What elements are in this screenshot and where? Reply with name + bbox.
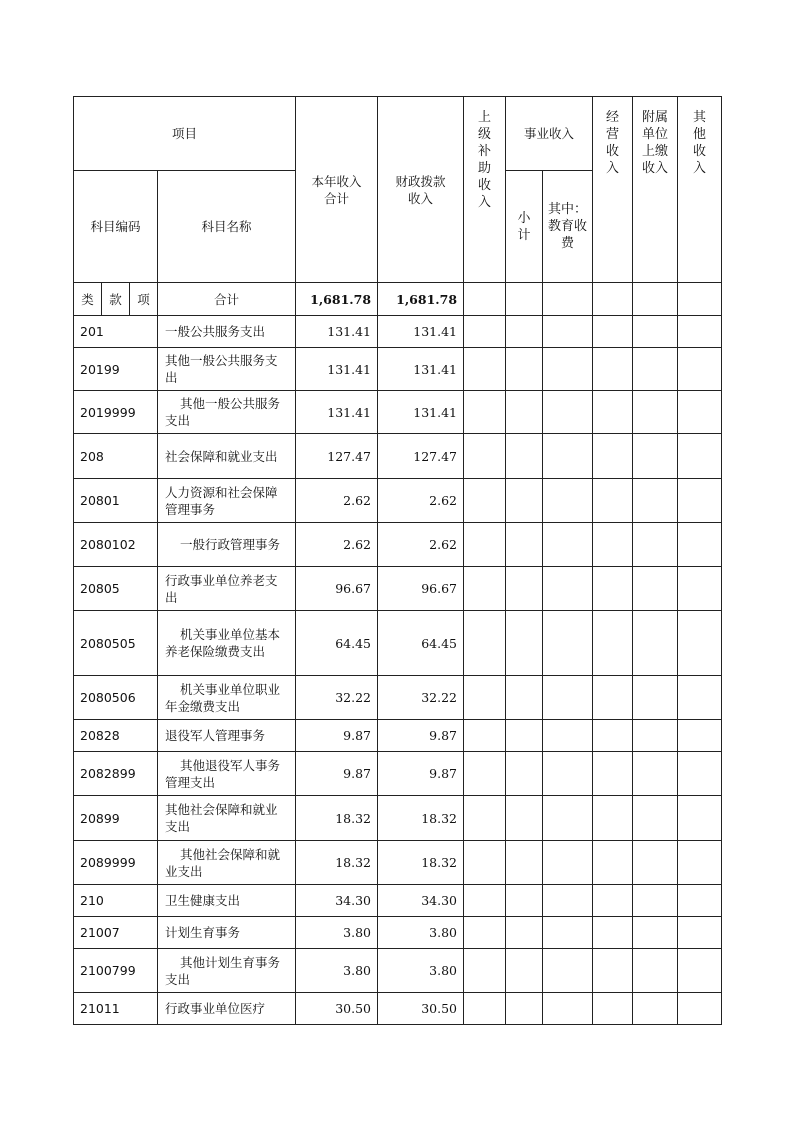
row-code: 21011 xyxy=(74,993,158,1025)
sum-fiscal: 1,681.78 xyxy=(378,283,464,316)
row-fiscal: 3.80 xyxy=(378,949,464,993)
row-name: 社会保障和就业支出 xyxy=(158,434,296,479)
row-code: 210 xyxy=(74,885,158,917)
header-total: 本年收入合计 xyxy=(296,97,378,283)
row-fiscal: 18.32 xyxy=(378,841,464,885)
row-code: 21007 xyxy=(74,917,158,949)
row-name: 其他社会保障和就业支出 xyxy=(158,796,296,841)
row-fiscal: 9.87 xyxy=(378,752,464,796)
row-name: 其他社会保障和就业支出 xyxy=(158,841,296,885)
row-total: 3.80 xyxy=(296,917,378,949)
table-row xyxy=(74,434,722,479)
row-name: 行政事业单位养老支出 xyxy=(158,567,296,611)
budget-table xyxy=(73,96,722,1025)
row-total: 131.41 xyxy=(296,391,378,434)
table-row xyxy=(74,348,722,391)
table-row xyxy=(74,720,722,752)
row-name: 退役军人管理事务 xyxy=(158,720,296,752)
row-total: 3.80 xyxy=(296,949,378,993)
row-code: 20805 xyxy=(74,567,158,611)
row-name: 一般行政管理事务 xyxy=(158,523,296,567)
row-code: 2080505 xyxy=(74,611,158,676)
row-name: 计划生育事务 xyxy=(158,917,296,949)
row-fiscal: 2.62 xyxy=(378,479,464,523)
header-affiliated: 附属单位上缴收入 xyxy=(633,97,678,283)
table-row xyxy=(74,316,722,348)
header-business: 事业收入 xyxy=(506,97,593,171)
row-total: 32.22 xyxy=(296,676,378,720)
row-code: 201 xyxy=(74,316,158,348)
row-code: 2080102 xyxy=(74,523,158,567)
row-total: 30.50 xyxy=(296,993,378,1025)
row-code: 20899 xyxy=(74,796,158,841)
row-fiscal: 3.80 xyxy=(378,917,464,949)
row-name: 其他计划生育事务支出 xyxy=(158,949,296,993)
table-row xyxy=(74,611,722,676)
row-total: 131.41 xyxy=(296,316,378,348)
row-fiscal: 127.47 xyxy=(378,434,464,479)
table-row xyxy=(74,523,722,567)
table-row xyxy=(74,949,722,993)
row-code: 2080506 xyxy=(74,676,158,720)
row-name: 其他退役军人事务管理支出 xyxy=(158,752,296,796)
row-fiscal: 2.62 xyxy=(378,523,464,567)
header-lei: 类 xyxy=(74,283,102,316)
table-row xyxy=(74,676,722,720)
row-total: 131.41 xyxy=(296,348,378,391)
row-fiscal: 131.41 xyxy=(378,391,464,434)
sum-total: 1,681.78 xyxy=(296,283,378,316)
row-code: 208 xyxy=(74,434,158,479)
header-fiscal: 财政拨款收入 xyxy=(378,97,464,283)
header-xiang: 项 xyxy=(130,283,158,316)
header-other: 其他收入 xyxy=(678,97,722,283)
header-project: 项目 xyxy=(74,97,296,171)
row-name: 一般公共服务支出 xyxy=(158,316,296,348)
header-code: 科目编码 xyxy=(74,171,158,283)
row-code: 2019999 xyxy=(74,391,158,434)
table-row xyxy=(74,391,722,434)
row-name: 其他一般公共服务支出 xyxy=(158,391,296,434)
header-operating: 经营收入 xyxy=(593,97,633,283)
row-total: 2.62 xyxy=(296,479,378,523)
row-total: 96.67 xyxy=(296,567,378,611)
row-fiscal: 96.67 xyxy=(378,567,464,611)
table-row xyxy=(74,841,722,885)
header-superior: 上级补助收入 xyxy=(464,97,506,283)
table-row xyxy=(74,479,722,523)
sum-label: 合计 xyxy=(158,283,296,316)
header-business-edu: 其中：教育收费 xyxy=(543,171,593,283)
row-fiscal: 18.32 xyxy=(378,796,464,841)
row-fiscal: 30.50 xyxy=(378,993,464,1025)
table-row xyxy=(74,567,722,611)
table-row xyxy=(74,885,722,917)
row-fiscal: 34.30 xyxy=(378,885,464,917)
row-code: 20801 xyxy=(74,479,158,523)
row-name: 机关事业单位基本养老保险缴费支出 xyxy=(158,611,296,676)
header-kuan: 款 xyxy=(102,283,130,316)
row-fiscal: 9.87 xyxy=(378,720,464,752)
row-name: 其他一般公共服务支出 xyxy=(158,348,296,391)
row-code: 20199 xyxy=(74,348,158,391)
header-business-subtotal: 小计 xyxy=(506,171,543,283)
row-total: 9.87 xyxy=(296,720,378,752)
row-code: 20828 xyxy=(74,720,158,752)
table-row xyxy=(74,917,722,949)
row-name: 机关事业单位职业年金缴费支出 xyxy=(158,676,296,720)
row-total: 127.47 xyxy=(296,434,378,479)
row-total: 18.32 xyxy=(296,796,378,841)
header-name: 科目名称 xyxy=(158,171,296,283)
row-total: 9.87 xyxy=(296,752,378,796)
table-row xyxy=(74,752,722,796)
row-code: 2100799 xyxy=(74,949,158,993)
row-fiscal: 64.45 xyxy=(378,611,464,676)
table-row xyxy=(74,796,722,841)
row-total: 2.62 xyxy=(296,523,378,567)
row-fiscal: 131.41 xyxy=(378,348,464,391)
row-name: 人力资源和社会保障管理事务 xyxy=(158,479,296,523)
row-total: 34.30 xyxy=(296,885,378,917)
table-row xyxy=(74,993,722,1025)
row-name: 卫生健康支出 xyxy=(158,885,296,917)
row-code: 2089999 xyxy=(74,841,158,885)
row-total: 64.45 xyxy=(296,611,378,676)
row-fiscal: 32.22 xyxy=(378,676,464,720)
row-name: 行政事业单位医疗 xyxy=(158,993,296,1025)
row-code: 2082899 xyxy=(74,752,158,796)
row-total: 18.32 xyxy=(296,841,378,885)
row-fiscal: 131.41 xyxy=(378,316,464,348)
